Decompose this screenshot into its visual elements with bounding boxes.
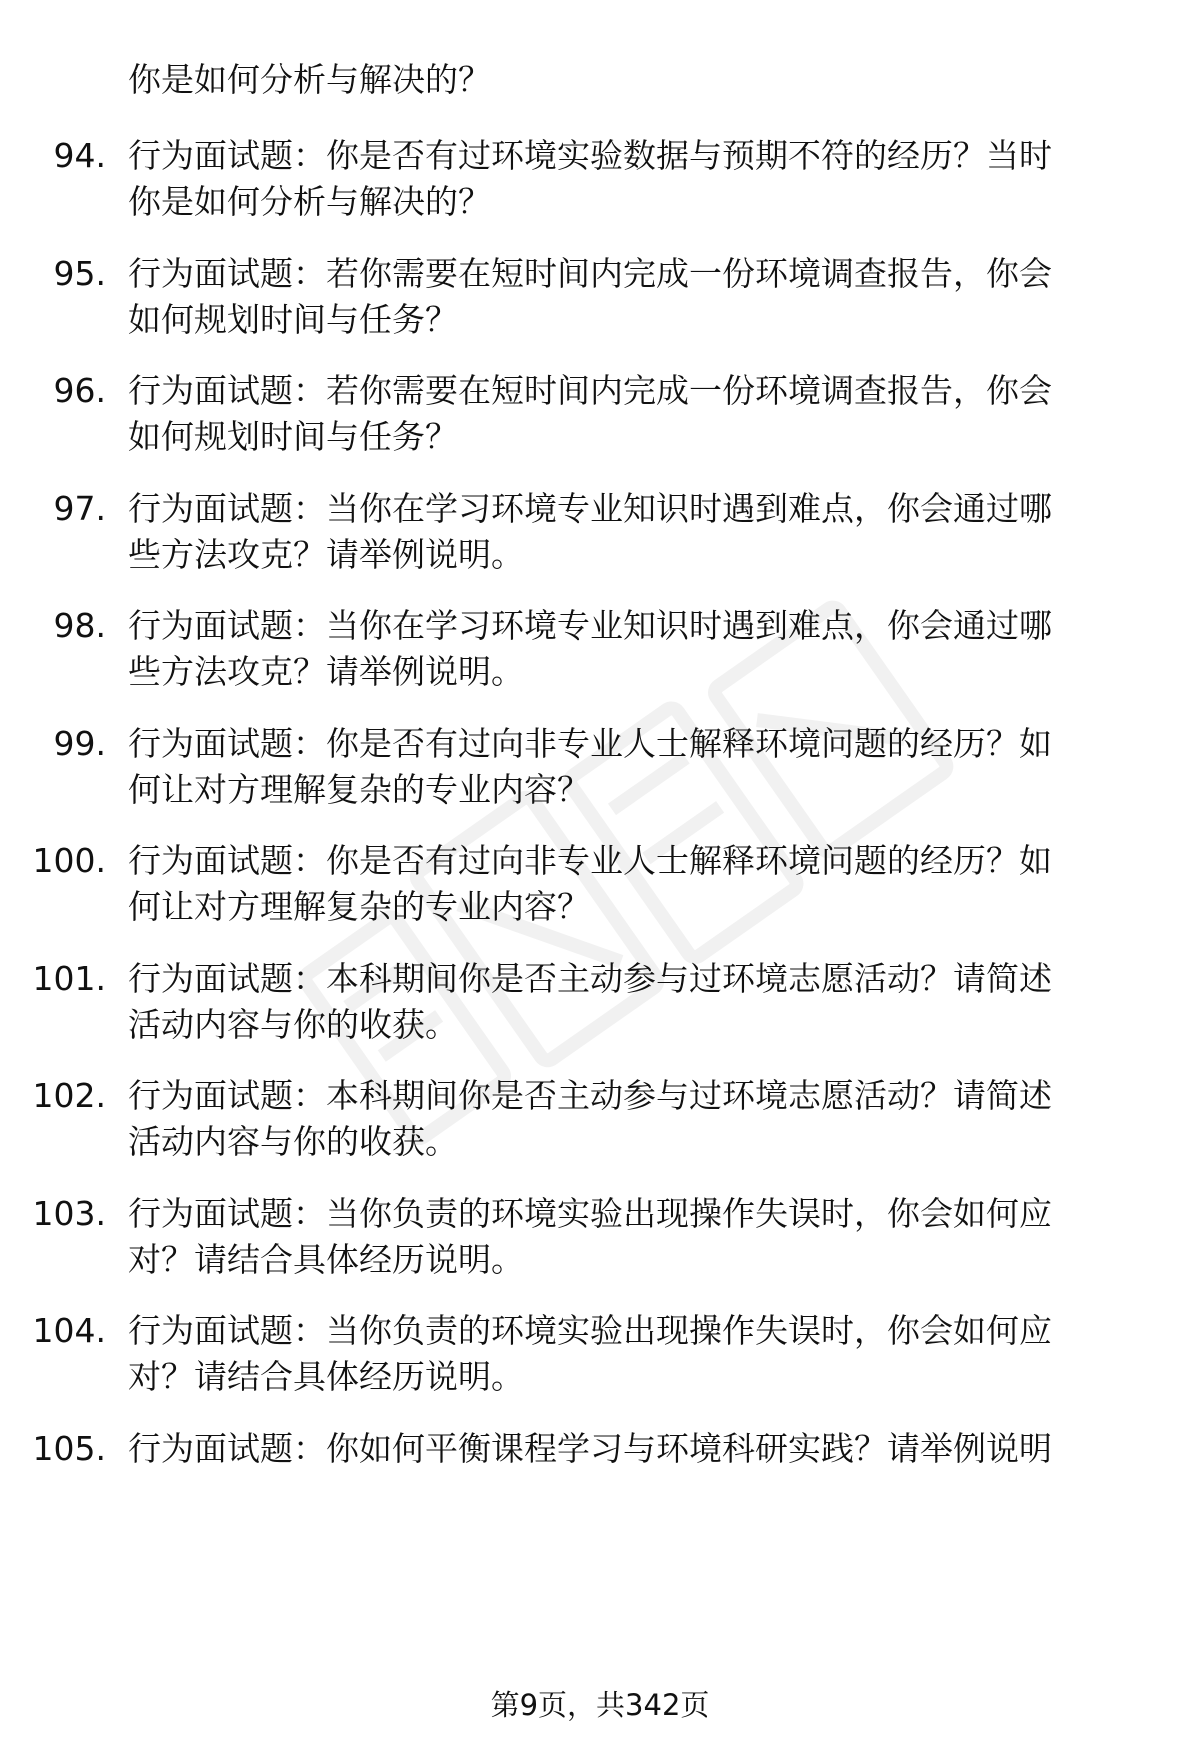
question-number: 98.	[53, 606, 106, 645]
question-number: 101.	[32, 959, 106, 998]
question-text-line1: 行为面试题：你如何平衡课程学习与环境科研实践？请举例说明	[128, 1429, 1052, 1468]
question-text-line1: 行为面试题：当你在学习环境专业知识时遇到难点，你会通过哪	[128, 489, 1052, 528]
question-text-line1: 行为面试题：你是否有过向非专业人士解释环境问题的经历？如	[128, 724, 1052, 763]
question-number: 100.	[32, 841, 106, 880]
question-number: 103.	[32, 1194, 106, 1233]
question-text-line1: 行为面试题：本科期间你是否主动参与过环境志愿活动？请简述	[128, 1076, 1052, 1115]
question-text-line1: 行为面试题：当你负责的环境实验出现操作失误时，你会如何应	[128, 1311, 1052, 1350]
question-number: 94.	[53, 136, 106, 175]
question-text-line1: 行为面试题：你是否有过向非专业人士解释环境问题的经历？如	[128, 841, 1052, 880]
question-text-line2: 何让对方理解复杂的专业内容？	[128, 770, 590, 809]
question-text-line1: 行为面试题：若你需要在短时间内完成一份环境调查报告，你会	[128, 371, 1052, 410]
question-text-line2: 如何规划时间与任务？	[128, 300, 458, 339]
question-number: 97.	[53, 489, 106, 528]
page-footer: 第9页，共342页	[490, 1688, 710, 1722]
question-text-line2: 些方法攻克？请举例说明。	[128, 535, 524, 574]
question-number: 104.	[32, 1311, 106, 1350]
question-number: 102.	[32, 1076, 106, 1115]
question-text-line2: 些方法攻克？请举例说明。	[128, 652, 524, 691]
question-text-line1: 行为面试题：当你在学习环境专业知识时遇到难点，你会通过哪	[128, 606, 1052, 645]
question-text-line2: 活动内容与你的收获。	[128, 1005, 458, 1044]
question-number: 105.	[32, 1429, 106, 1468]
question-text-line2: 你是如何分析与解决的？	[128, 182, 491, 221]
question-number: 96.	[53, 371, 106, 410]
question-text-line2: 对？请结合具体经历说明。	[128, 1357, 524, 1396]
question-text-line1: 行为面试题：若你需要在短时间内完成一份环境调查报告，你会	[128, 254, 1052, 293]
question-number: 95.	[53, 254, 106, 293]
question-text-line2: 活动内容与你的收获。	[128, 1122, 458, 1161]
question-text-line1: 行为面试题：本科期间你是否主动参与过环境志愿活动？请简述	[128, 959, 1052, 998]
question-text-line2: 对？请结合具体经历说明。	[128, 1240, 524, 1279]
question-text-line2: 何让对方理解复杂的专业内容？	[128, 887, 590, 926]
question-text-line1: 行为面试题：你是否有过环境实验数据与预期不符的经历？当时	[128, 136, 1052, 175]
continuation-text: 你是如何分析与解决的？	[128, 60, 491, 99]
question-text-line1: 行为面试题：当你负责的环境实验出现操作失误时，你会如何应	[128, 1194, 1052, 1233]
question-text-line2: 如何规划时间与任务？	[128, 417, 458, 456]
question-number: 99.	[53, 724, 106, 763]
